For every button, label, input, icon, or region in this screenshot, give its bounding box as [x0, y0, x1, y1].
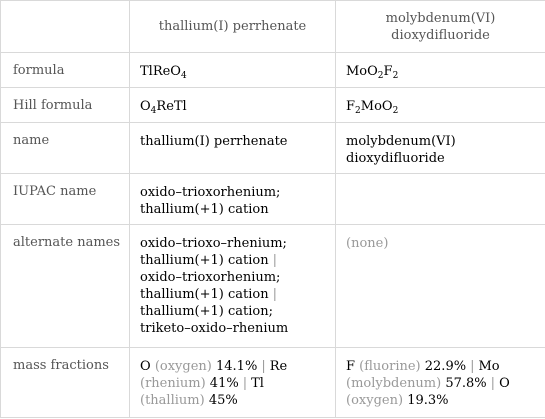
- hill-formula-row: [1, 88, 545, 123]
- row-label-formula: formula: [1, 53, 130, 88]
- hill-formula-value-2: $F_2MoO_2$: [336, 88, 545, 123]
- name-row: [1, 123, 545, 174]
- mass-fractions-value-1: O (oxygen) 14.1% | Re (rhenium) 41% | Tl (thallium) 45%: [130, 348, 336, 418]
- separator: |: [242, 376, 248, 391]
- formula-row: [1, 53, 545, 88]
- column-header-label-line1: molybdenum(VI): [385, 10, 496, 26]
- iupac-name-value-2: [336, 174, 545, 225]
- name-value-1: thallium(I) perrhenate: [130, 123, 336, 174]
- row-label-alternate-names: alternate names: [1, 225, 130, 348]
- iupac-name-value-1: oxido–trioxorhenium; thallium(+1) cation: [130, 174, 336, 225]
- mass-fractions-row: [1, 348, 545, 418]
- alternate-names-row: [1, 225, 545, 348]
- row-label-name: name: [1, 123, 130, 174]
- alternate-names-value-1: oxido–trioxo–rhenium; thallium(+1) cation | oxido–trioxorhenium; thallium(+1) cation | thallium(+1) cation; triketo–oxido–rhenium: [130, 225, 336, 348]
- alternate-names-value-2: (none): [336, 225, 545, 348]
- mass-fractions-value-2: F (fluorine) 22.9% | Mo (molybdenum) 57.8% | O (oxygen) 19.3%: [336, 348, 545, 418]
- separator: |: [272, 287, 277, 302]
- formula-value-2: $MoO_2F_2$: [336, 53, 545, 88]
- header-row: [1, 1, 545, 53]
- iupac-name-row: [1, 174, 545, 225]
- separator: |: [470, 359, 475, 374]
- column-header-label: thallium(I) perrhenate: [158, 19, 307, 34]
- hill-formula-value-1: $O_4ReTl$: [130, 88, 336, 123]
- separator: |: [261, 359, 266, 374]
- column-header-label-line2: dioxydifluoride: [391, 27, 490, 43]
- row-label-hill-formula: Hill formula: [1, 88, 130, 123]
- row-label-iupac-name: IUPAC name: [1, 174, 130, 225]
- name-value-2: molybdenum(VI) dioxydifluoride: [336, 123, 545, 174]
- row-label-mass-fractions: mass fractions: [1, 348, 130, 418]
- column-header-molybdenum-dioxydifluoride: [336, 1, 545, 53]
- column-header-thallium-perrhenate: [130, 1, 336, 53]
- separator: |: [490, 376, 496, 391]
- corner-cell: [1, 1, 130, 53]
- separator: |: [272, 253, 277, 268]
- formula-value-1: TlReO$_4$: [130, 53, 336, 88]
